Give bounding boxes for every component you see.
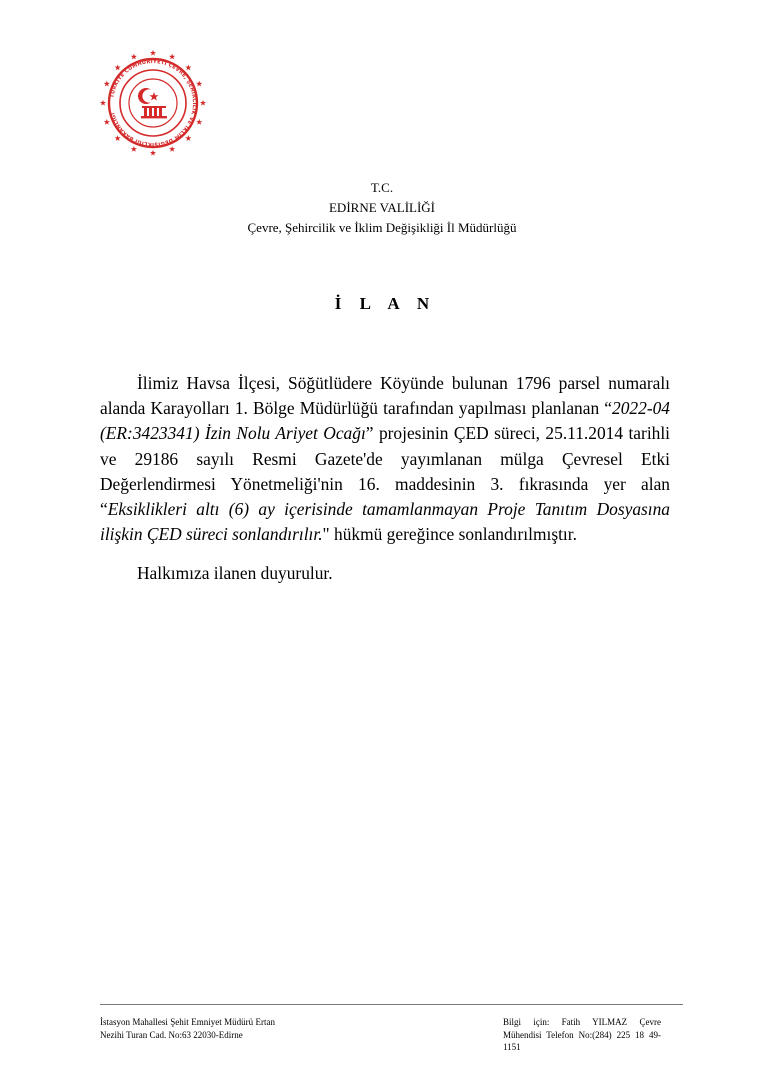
footer-contact: Bilgi için: Fatih YILMAZ Çevre Mühendisi Telefon No:(284) 225 18 49-1151 — [503, 1017, 661, 1052]
seal-star-icon — [169, 146, 175, 152]
seal-star-icon — [150, 50, 156, 56]
seal-star-icon — [104, 81, 110, 87]
header-directorate: Çevre, Şehircilik ve İklim Değişikliği İl Müdürlüğü — [247, 220, 517, 235]
seal-star-icon — [115, 135, 121, 141]
footer-divider — [100, 1004, 683, 1005]
para1-text-2: ” projesinin ÇED süreci, 25.11.2014 tarihli ve 29186 sayılı Resmi Gazete'de yayımlanan mülga Çevresel Etki Değerlendirmesi Yönetmeliği'nin 16. maddesinin 3. fıkrasında yer alan “ — [100, 423, 671, 520]
notice-title: İ L A N — [334, 294, 437, 313]
header-tc: T.C. — [370, 180, 394, 195]
svg-text:TÜRKİYE CUMHURİYETİ ÇEVRE, ŞEH: TÜRKİYE CUMHURİYETİ ÇEVRE, ŞEHİRCİLİK VE İKLİM DEĞİŞİKLİĞİ BAKANLIĞI — [109, 58, 198, 148]
para1-text-1: İlimiz Havsa İlçesi, Söğütlüdere Köyünde bulunan 1796 parsel numaralı alanda Karayolları 1. Bölge Müdürlüğü tarafından yapılması planlanan “ — [100, 373, 670, 419]
seal-star-icon — [115, 64, 121, 70]
seal-star-icon — [100, 100, 106, 106]
header — [0, 178, 764, 238]
footer-address: İstasyon Mahallesi Şehit Emniyet Müdürü Ertan Nezihi Turan Cad. No:63 22030-Edirne — [100, 1017, 275, 1040]
para1-regulation-quote: Eksiklikleri altı (6) ay içerisinde tamamlanmayan Proje Tanıtım Dosyasına ilişkin ÇED süreci sonlandırılır. — [100, 499, 670, 545]
seal-star-icon — [131, 146, 137, 152]
seal-star-icon — [196, 119, 202, 125]
seal-star-icon — [131, 54, 137, 60]
header-governorship: EDİRNE VALİLİĞİ — [328, 200, 436, 215]
seal-star-icon — [196, 81, 202, 87]
seal-star-icon — [104, 119, 110, 125]
seal-star-icon — [169, 54, 175, 60]
seal-star-icon — [185, 64, 191, 70]
seal-star-icon — [150, 150, 156, 156]
notice-paragraph-1 — [100, 371, 670, 547]
notice-body — [100, 371, 670, 587]
notice-paragraph-2: Halkımıza ilanen duyurulur. — [137, 563, 333, 584]
seal-star-icon — [200, 100, 206, 106]
para1-project-name: 2022-04 (ER:3423341) İzin Nolu Ariyet Ocağı — [100, 398, 670, 444]
seal-star-icon — [185, 135, 191, 141]
ministry-seal-logo — [96, 46, 210, 160]
para1-text-3: " hükmü gereğince sonlandırılmıştır. — [322, 524, 577, 545]
